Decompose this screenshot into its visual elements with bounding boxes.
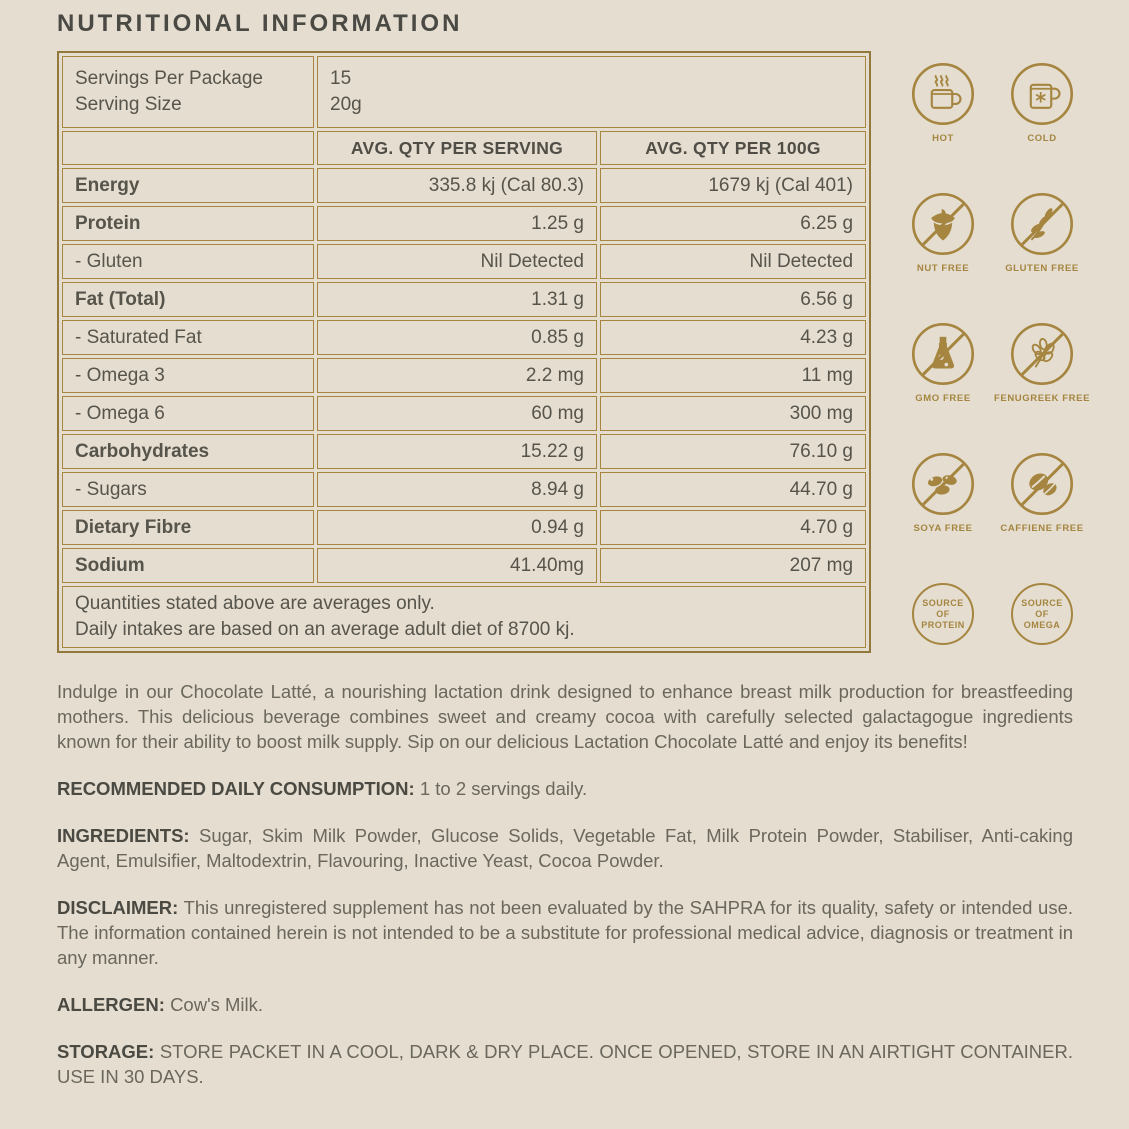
nutrient-value-per-100g: 4.23 g xyxy=(600,320,866,355)
nutrient-value-per-100g: 44.70 g xyxy=(600,472,866,507)
nutrient-value-per-serving: 8.94 g xyxy=(317,472,597,507)
section-label: DISCLAIMER: xyxy=(57,897,179,918)
servings-labels-cell xyxy=(62,56,314,128)
page-title: NUTRITIONAL INFORMATION xyxy=(57,10,463,37)
text-circle-line: OF xyxy=(936,608,950,619)
nutrient-value-per-100g: 4.70 g xyxy=(600,510,866,545)
section-label: RECOMMENDED DAILY CONSUMPTION: xyxy=(57,778,415,799)
nutrient-label: Protein xyxy=(62,206,314,241)
section-label: STORAGE: xyxy=(57,1041,155,1062)
table-foot-part xyxy=(62,586,866,648)
nutrient-value-per-100g: 76.10 g xyxy=(600,434,866,469)
footnote-cell xyxy=(62,586,866,648)
info-section xyxy=(57,895,1073,970)
servings-row xyxy=(62,56,866,128)
table-row xyxy=(62,434,866,469)
soy-beans-icon xyxy=(910,451,976,517)
table-row xyxy=(62,206,866,241)
cold-cup-icon xyxy=(1009,61,1075,127)
badge-label: GMO FREE xyxy=(915,393,971,404)
badge-gmo-free xyxy=(893,321,993,404)
badge-fenugreek-free xyxy=(993,321,1091,404)
badge-label: CAFFIENE FREE xyxy=(1000,523,1084,534)
table-row xyxy=(62,548,866,583)
badge-hot xyxy=(893,61,993,144)
nutrient-label: - Gluten xyxy=(62,244,314,279)
text-circle-line: SOURCE xyxy=(1021,597,1063,608)
badge-nut-free xyxy=(893,191,993,274)
badge-label: NUT FREE xyxy=(916,263,970,274)
nutrient-label: - Omega 6 xyxy=(62,396,314,431)
serving-size-value: 20g xyxy=(330,94,362,115)
servings-per-package-label: Servings Per Package xyxy=(75,68,263,89)
nutrient-label: Carbohydrates xyxy=(62,434,314,469)
column-header-per-100g: AVG. QTY PER 100G xyxy=(600,131,866,165)
nutrient-value-per-serving: 2.2 mg xyxy=(317,358,597,393)
nutrient-value-per-serving: 335.8 kj (Cal 80.3) xyxy=(317,168,597,203)
nutrition-table xyxy=(57,51,871,653)
section-text: Cow's Milk. xyxy=(170,994,264,1015)
source-of-protein-icon xyxy=(912,583,974,645)
info-section xyxy=(57,823,1073,873)
table-row xyxy=(62,396,866,431)
wheat-icon xyxy=(1009,191,1075,257)
info-paragraphs xyxy=(57,679,1073,1089)
nutrient-label: - Omega 3 xyxy=(62,358,314,393)
nutrient-label: - Saturated Fat xyxy=(62,320,314,355)
nutrient-label: Dietary Fibre xyxy=(62,510,314,545)
nutrient-label: Fat (Total) xyxy=(62,282,314,317)
info-section xyxy=(57,776,1073,801)
nutrient-value-per-100g: 300 mg xyxy=(600,396,866,431)
table-row xyxy=(62,282,866,317)
badge-column xyxy=(893,51,1091,645)
table-row xyxy=(62,168,866,203)
servings-per-package-value: 15 xyxy=(330,68,352,89)
nutrient-value-per-100g: 6.56 g xyxy=(600,282,866,317)
nutrient-value-per-100g: 11 mg xyxy=(600,358,866,393)
nutrient-label: Sodium xyxy=(62,548,314,583)
info-section xyxy=(57,1039,1073,1089)
product-description: Indulge in our Chocolate Latté, a nourishing lactation drink designed to enhance breast milk production for breastfeeding mothers. This delicious beverage combines sweet and creamy cocoa with carefully selected galactagogue ingredients known for their ability to boost milk supply. Sip on our delicious Lactation Chocolate Latté and enjoy its benefits! xyxy=(57,681,1073,752)
section-text: 1 to 2 servings daily. xyxy=(419,778,588,799)
badge-label: FENUGREEK FREE xyxy=(994,393,1091,404)
badge-label: GLUTEN FREE xyxy=(1005,263,1079,274)
nutrient-value-per-serving: 0.94 g xyxy=(317,510,597,545)
fenugreek-plant-icon xyxy=(1009,321,1075,387)
section-label: INGREDIENTS: xyxy=(57,825,190,846)
footnote-line-1: Quantities stated above are averages only. xyxy=(75,593,435,614)
coffee-beans-icon xyxy=(1009,451,1075,517)
nutrient-value-per-100g: 207 mg xyxy=(600,548,866,583)
nutrient-value-per-100g: Nil Detected xyxy=(600,244,866,279)
column-header-row xyxy=(62,131,866,165)
column-header-per-serving: AVG. QTY PER SERVING xyxy=(317,131,597,165)
flask-icon xyxy=(910,321,976,387)
badge-source-of-omega xyxy=(993,581,1091,645)
nutrient-value-per-100g: 1679 kj (Cal 401) xyxy=(600,168,866,203)
footnote-row xyxy=(62,586,866,648)
badge-cold xyxy=(993,61,1091,144)
empty-header-cell xyxy=(62,131,314,165)
section-text: Sugar, Skim Milk Powder, Glucose Solids, Vegetable Fat, Milk Protein Powder, Stabiliser, Anti-caking Agent, Emulsifier, Maltodextrin, Flavouring, Inactive Yeast, Cocoa Powder. xyxy=(57,825,1073,871)
nutrient-value-per-serving: 60 mg xyxy=(317,396,597,431)
badge-label: HOT xyxy=(932,133,954,144)
nutrient-value-per-serving: Nil Detected xyxy=(317,244,597,279)
nutrient-label: - Sugars xyxy=(62,472,314,507)
section-text: This unregistered supplement has not been evaluated by the SAHPRA for its quality, safety or intended use. The information contained herein is not intended to be a substitute for professional medical advice, diagnosis or treatment in any manner. xyxy=(57,897,1073,968)
badge-label: SOYA FREE xyxy=(913,523,973,534)
text-circle-line: SOURCE xyxy=(922,597,964,608)
section-text: STORE PACKET IN A COOL, DARK & DRY PLACE. ONCE OPENED, STORE IN AN AIRTIGHT CONTAINER. USE IN 30 DAYS. xyxy=(57,1041,1074,1087)
text-circle-line: OF xyxy=(1035,608,1049,619)
nutrient-value-per-serving: 1.31 g xyxy=(317,282,597,317)
nutrient-value-per-serving: 1.25 g xyxy=(317,206,597,241)
footnote-line-2: Daily intakes are based on an average adult diet of 8700 kj. xyxy=(75,619,575,640)
acorn-icon xyxy=(910,191,976,257)
table-row xyxy=(62,472,866,507)
text-circle-line: OMEGA xyxy=(1023,619,1061,630)
nutrient-value-per-serving: 15.22 g xyxy=(317,434,597,469)
nutrition-rows xyxy=(62,168,866,583)
badge-caffeine-free xyxy=(993,451,1091,534)
text-circle-line: PROTEIN xyxy=(921,619,965,630)
servings-values-cell xyxy=(317,56,866,128)
section-label: ALLERGEN: xyxy=(57,994,165,1015)
top-section xyxy=(57,51,1091,653)
badge-soya-free xyxy=(893,451,993,534)
nutrient-label: Energy xyxy=(62,168,314,203)
nutrient-value-per-serving: 0.85 g xyxy=(317,320,597,355)
table-row xyxy=(62,358,866,393)
table-row xyxy=(62,244,866,279)
table-row xyxy=(62,320,866,355)
info-section xyxy=(57,992,1073,1017)
table-head-part xyxy=(62,56,866,165)
serving-size-label: Serving Size xyxy=(75,94,182,115)
source-of-omega-icon xyxy=(1011,583,1073,645)
badge-label: COLD xyxy=(1027,133,1057,144)
badge-source-of-protein xyxy=(893,581,993,645)
info-sections xyxy=(57,776,1073,1089)
hot-cup-icon xyxy=(910,61,976,127)
nutrient-value-per-100g: 6.25 g xyxy=(600,206,866,241)
badge-gluten-free xyxy=(993,191,1091,274)
table-row xyxy=(62,510,866,545)
nutrient-value-per-serving: 41.40mg xyxy=(317,548,597,583)
